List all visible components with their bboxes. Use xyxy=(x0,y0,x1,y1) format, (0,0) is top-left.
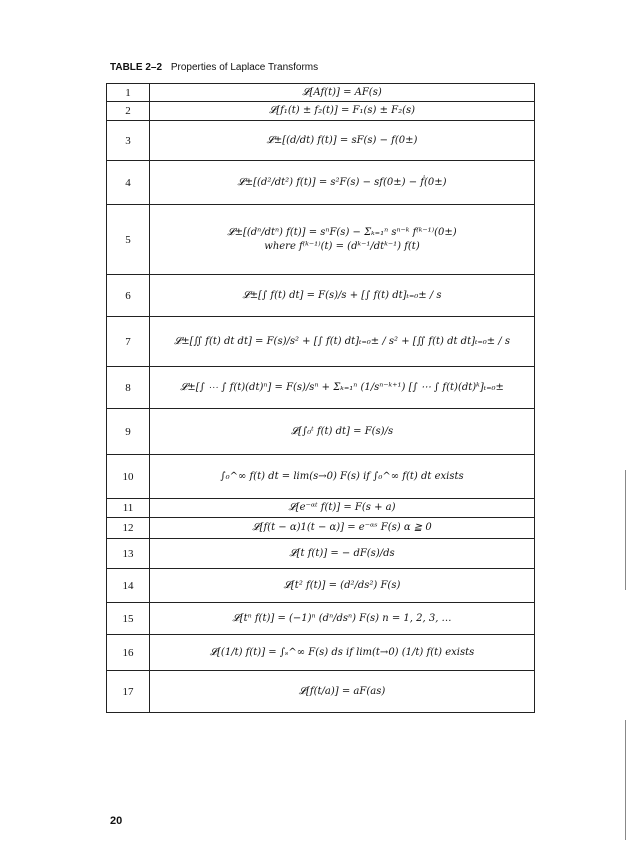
property-number: 12 xyxy=(107,518,150,539)
property-formula: 𝓛[e⁻ᵅᵗ f(t)] = F(s + a) xyxy=(288,502,396,514)
table-row xyxy=(107,121,535,161)
property-formula: 𝓛±[∫ f(t) dt] = F(s)/s + [∫ f(t) dt]ₜ₌₀± / s xyxy=(242,289,442,301)
property-formula-cell xyxy=(150,161,535,205)
table-row xyxy=(107,539,535,569)
property-number: 1 xyxy=(107,84,150,102)
property-number: 9 xyxy=(107,409,150,455)
property-formula-cell xyxy=(150,275,535,317)
property-formula: 𝓛±[(d/dt) f(t)] = sF(s) − f(0±) xyxy=(266,134,418,146)
table-row xyxy=(107,671,535,713)
property-formula: 𝓛[f(t/a)] = aF(as) xyxy=(298,685,386,697)
property-number: 8 xyxy=(107,367,150,409)
table-row xyxy=(107,275,535,317)
table-row xyxy=(107,518,535,539)
property-number: 13 xyxy=(107,539,150,569)
table-row xyxy=(107,84,535,102)
property-formula: 𝓛±[∬ f(t) dt dt] = F(s)/s² + [∫ f(t) dt]ₜ₌₀± / s² + [∬ f(t) dt dt]ₜ₌₀± / s xyxy=(174,335,510,347)
table-title: Properties of Laplace Transforms xyxy=(170,62,319,73)
property-formula: 𝓛±[(d²/dt²) f(t)] = s²F(s) − sf(0±) − ḟ(0±) xyxy=(237,176,447,188)
table-row xyxy=(107,455,535,499)
laplace-properties-table xyxy=(106,83,535,713)
property-formula-cell xyxy=(150,409,535,455)
property-formula-cell xyxy=(150,205,535,275)
property-number: 2 xyxy=(107,102,150,121)
property-formula: 𝓛[f₁(t) ± f₂(t)] = F₁(s) ± F₂(s) xyxy=(268,105,416,117)
property-formula-cell xyxy=(150,455,535,499)
property-formula-cell xyxy=(150,635,535,671)
property-number: 15 xyxy=(107,603,150,635)
property-formula: 𝓛[∫₀ᵗ f(t) dt] = F(s)/s xyxy=(290,425,394,437)
table-row xyxy=(107,569,535,603)
property-formula-cell xyxy=(150,84,535,102)
property-formula: 𝓛[t f(t)] = − dF(s)/ds xyxy=(289,547,395,559)
property-formula: 𝓛[t² f(t)] = (d²/ds²) F(s) xyxy=(283,579,401,591)
property-note: where f⁽ᵏ⁻¹⁾(t) = (dᵏ⁻¹/dtᵏ⁻¹) f(t) xyxy=(264,240,420,252)
property-number: 6 xyxy=(107,275,150,317)
table-row xyxy=(107,635,535,671)
property-formula-cell xyxy=(150,518,535,539)
table-row xyxy=(107,499,535,518)
property-number: 10 xyxy=(107,455,150,499)
table-row xyxy=(107,603,535,635)
table-caption xyxy=(110,62,318,73)
property-number: 7 xyxy=(107,317,150,367)
property-number: 5 xyxy=(107,205,150,275)
property-number: 17 xyxy=(107,671,150,713)
table-row xyxy=(107,205,535,275)
property-number: 4 xyxy=(107,161,150,205)
property-formula-cell xyxy=(150,367,535,409)
table-row xyxy=(107,367,535,409)
property-formula-cell xyxy=(150,671,535,713)
property-formula-cell xyxy=(150,569,535,603)
property-formula-cell xyxy=(150,317,535,367)
property-number: 11 xyxy=(107,499,150,518)
scan-edge-line xyxy=(625,720,626,840)
table-body xyxy=(107,84,535,713)
table-row xyxy=(107,409,535,455)
table-row xyxy=(107,161,535,205)
property-formula: 𝓛[Af(t)] = AF(s) xyxy=(302,86,382,98)
property-formula: 𝓛[(1/t) f(t)] = ∫ₛ^∞ F(s) ds if lim(t→0) (1/t) f(t) exists xyxy=(209,646,475,658)
property-formula-cell xyxy=(150,121,535,161)
property-formula-cell xyxy=(150,102,535,121)
page-number: 20 xyxy=(110,815,123,827)
property-formula: 𝓛±[(dⁿ/dtⁿ) f(t)] = sⁿF(s) − Σₖ₌₁ⁿ sⁿ⁻ᵏ f⁽ᵏ⁻¹⁾(0±) xyxy=(227,227,457,238)
property-formula-cell xyxy=(150,499,535,518)
property-formula-cell xyxy=(150,539,535,569)
property-formula: 𝓛[f(t − α)1(t − α)] = e⁻ᵅˢ F(s) α ≧ 0 xyxy=(252,522,432,534)
table-row xyxy=(107,102,535,121)
table-label: TABLE 2–2 xyxy=(110,62,163,73)
property-number: 14 xyxy=(107,569,150,603)
property-number: 16 xyxy=(107,635,150,671)
property-formula: 𝓛±[∫ ⋯ ∫ f(t)(dt)ⁿ] = F(s)/sⁿ + Σₖ₌₁ⁿ (1/sⁿ⁻ᵏ⁺¹) [∫ ⋯ ∫ f(t)(dt)ᵏ]ₜ₌₀± xyxy=(180,381,504,393)
property-formula-cell xyxy=(150,603,535,635)
property-formula: ∫₀^∞ f(t) dt = lim(s→0) F(s) if ∫₀^∞ f(t) dt exists xyxy=(220,470,464,482)
scan-edge-line xyxy=(625,470,626,590)
property-formula: 𝓛[tⁿ f(t)] = (−1)ⁿ (dⁿ/dsⁿ) F(s) n = 1, 2, 3, … xyxy=(232,612,452,624)
property-number: 3 xyxy=(107,121,150,161)
table-row xyxy=(107,317,535,367)
